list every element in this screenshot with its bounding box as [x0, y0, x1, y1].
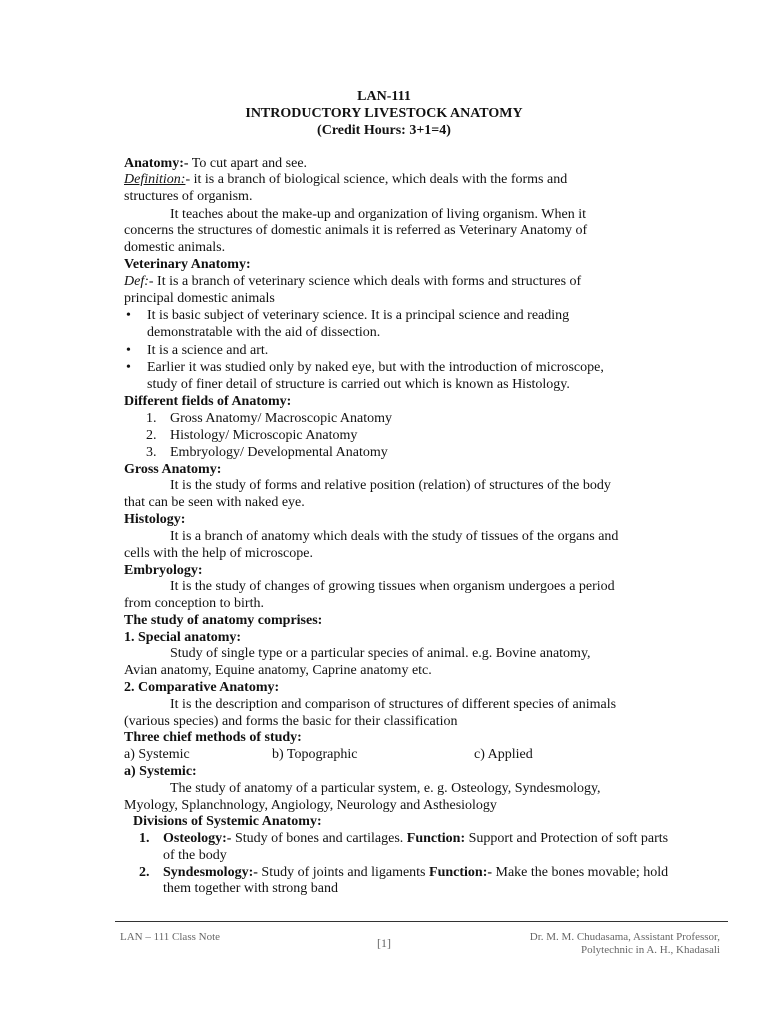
bullet-marker: • [126, 360, 131, 375]
method-c: c) Applied [474, 747, 533, 762]
page-number: [1] [377, 936, 391, 950]
division-1-term: Osteology:- [163, 831, 232, 846]
division-1-number: 1. [139, 831, 150, 846]
teaches-line-3: domestic animals. [124, 240, 226, 255]
footer-author: Dr. M. M. Chudasama, Assistant Professor, [529, 931, 720, 943]
histology-line-1: It is a branch of anatomy which deals with the study of tissues of the organs and [170, 529, 619, 544]
course-title: INTRODUCTORY LIVESTOCK ANATOMY [245, 106, 523, 121]
division-1-line-1 [163, 830, 668, 847]
division-2-function-label: Function:- [429, 865, 493, 880]
gross-heading: Gross Anatomy: [124, 462, 222, 477]
bullet-2-line-1: It is a science and art. [147, 343, 269, 358]
division-2-line-2: them together with strong band [163, 881, 338, 896]
division-1-function-text: Support and Protection of soft parts [465, 831, 669, 846]
gross-line-1: It is the study of forms and relative position (relation) of structures of the body [170, 478, 611, 493]
division-2-number: 2. [139, 865, 150, 880]
field-3-number: 3. [146, 445, 157, 460]
course-code: LAN-111 [357, 89, 411, 104]
comparative-line-1: It is the description and comparison of structures of different species of animals [170, 697, 617, 712]
method-b: b) Topographic [272, 747, 358, 762]
methods-heading: Three chief methods of study: [124, 730, 302, 745]
division-2-line-1 [163, 864, 668, 881]
division-2-term: Syndesmology:- [163, 865, 258, 880]
bullet-marker: • [126, 343, 131, 358]
histology-line-2: cells with the help of microscope. [124, 546, 313, 561]
definition-line-2: structures of organism. [124, 189, 253, 204]
division-1-function-label: Function: [406, 831, 466, 846]
division-2-function-text: Make the bones movable; hold [492, 865, 669, 880]
anatomy-line [124, 155, 307, 172]
histology-heading: Histology: [124, 512, 186, 527]
field-2-text: Histology/ Microscopic Anatomy [170, 428, 358, 443]
special-line-2: Avian anatomy, Equine anatomy, Caprine anatomy etc. [124, 663, 432, 678]
bullet-3-line-1: Earlier it was studied only by naked eye, but with the introduction of microscope, [147, 360, 604, 375]
vet-def-label: Def: [124, 274, 149, 289]
field-3-text: Embryology/ Developmental Anatomy [170, 445, 388, 460]
bullet-1-line-2: demonstratable with the aid of dissection. [147, 325, 381, 340]
definition-line [124, 171, 567, 188]
vet-def-line [124, 273, 581, 290]
anatomy-label: Anatomy:- [124, 156, 189, 171]
comparative-anatomy-heading: 2. Comparative Anatomy: [124, 680, 280, 695]
systemic-line-1: The study of anatomy of a particular system, e. g. Osteology, Syndesmology, [170, 781, 601, 796]
footer-rule [115, 921, 728, 922]
bullet-marker: • [126, 308, 131, 323]
vet-anatomy-heading: Veterinary Anatomy: [124, 257, 251, 272]
footer-left: LAN – 111 Class Note [120, 931, 221, 943]
footer-institution: Polytechnic in A. H., Khadasali [580, 944, 720, 956]
special-line-1: Study of single type or a particular species of animal. e.g. Bovine anatomy, [170, 646, 591, 661]
teaches-line-1: It teaches about the make-up and organization of living organism. When it [170, 207, 587, 222]
division-2-text: Study of joints and ligaments [257, 865, 430, 880]
bullet-1-line-1: It is basic subject of veterinary science. It is a principal science and reading [147, 308, 570, 323]
vet-def-line-2: principal domestic animals [124, 291, 275, 306]
anatomy-text: To cut apart and see. [188, 156, 308, 171]
gross-line-2: that can be seen with naked eye. [124, 495, 305, 510]
comparative-line-2: (various species) and forms the basic for their classification [124, 714, 458, 729]
teaches-line-2: concerns the structures of domestic animals it is referred as Veterinary Anatomy of [124, 223, 588, 238]
field-1-number: 1. [146, 411, 157, 426]
fields-heading: Different fields of Anatomy: [124, 394, 292, 409]
definition-text: - it is a branch of biological science, which deals with the forms and [185, 172, 568, 187]
division-1-line-2: of the body [163, 848, 227, 863]
divisions-heading: Divisions of Systemic Anatomy: [133, 814, 322, 829]
field-2-number: 2. [146, 428, 157, 443]
embryology-line-1: It is the study of changes of growing tissues when organism undergoes a period [170, 579, 615, 594]
vet-def-text: - It is a branch of veterinary science which deals with forms and structures of [148, 274, 582, 289]
bullet-3-line-2: study of finer detail of structure is carried out which is known as Histology. [147, 377, 570, 392]
method-a: a) Systemic [124, 747, 190, 762]
definition-label: Definition: [124, 172, 186, 187]
study-heading: The study of anatomy comprises: [124, 613, 323, 628]
division-1-text: Study of bones and cartilages. [231, 831, 407, 846]
special-anatomy-heading: 1. Special anatomy: [124, 630, 242, 645]
embryology-line-2: from conception to birth. [124, 596, 264, 611]
systemic-line-2: Myology, Splanchnology, Angiology, Neurology and Asthesiology [124, 798, 497, 813]
field-1-text: Gross Anatomy/ Macroscopic Anatomy [170, 411, 393, 426]
credit-hours: (Credit Hours: 3+1=4) [317, 123, 451, 138]
systemic-heading: a) Systemic: [124, 764, 197, 779]
embryology-heading: Embryology: [124, 563, 203, 578]
